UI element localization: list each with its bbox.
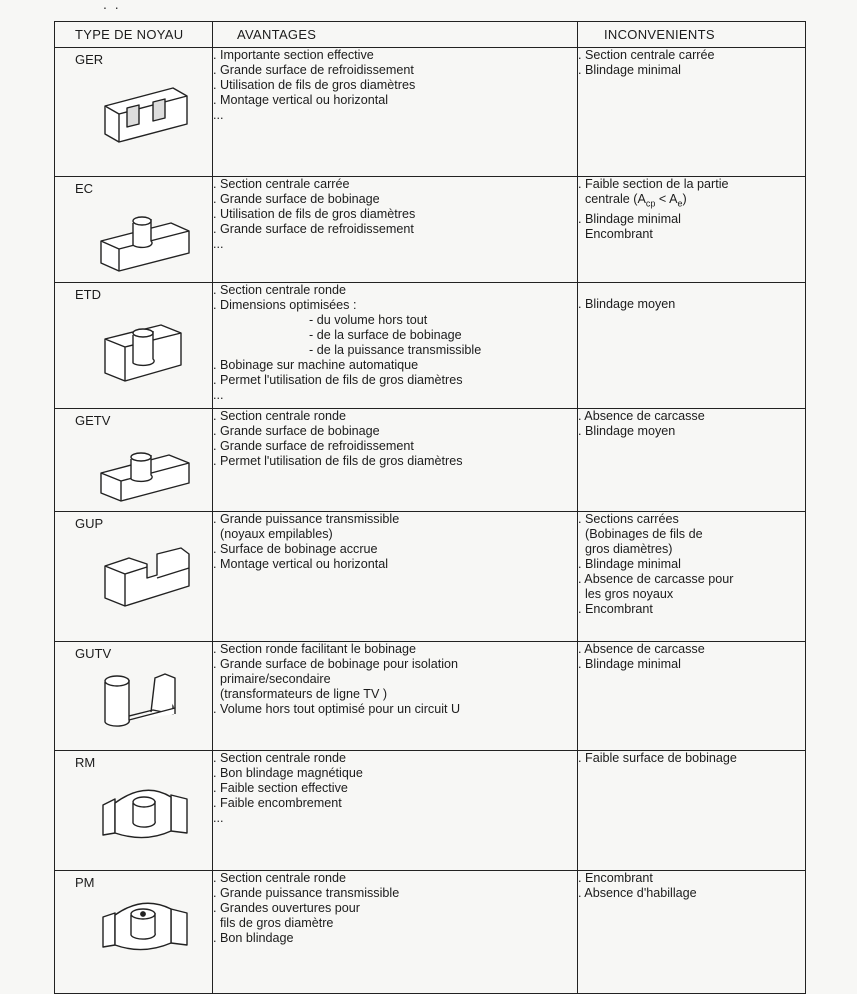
advantage-line: . Grande surface de refroidissement [213, 63, 414, 77]
drawbacks-cell [578, 512, 806, 642]
drawbacks-cell [578, 283, 806, 409]
advantage-line: . Grande surface de refroidissement [213, 222, 414, 236]
table-row [55, 512, 806, 642]
advantage-line: . Grande surface de bobinage pour isolation [213, 657, 459, 671]
drawback-line: . Encombrant [578, 871, 653, 885]
type-cell [55, 283, 213, 409]
header-type: TYPE DE NOYAU [55, 22, 213, 48]
advantage-line: (transformateurs de ligne TV ) [213, 687, 388, 701]
advantage-line: . Faible section effective [213, 781, 348, 795]
advantage-line: . Dimensions optimisées : [213, 298, 357, 312]
advantages-cell [213, 642, 578, 751]
drawbacks-cell [578, 409, 806, 512]
advantage-line: - de la surface de bobinage [309, 328, 462, 342]
advantages-cell [213, 48, 578, 177]
gup-core-icon [95, 544, 195, 619]
drawback-line: . Sections carrées [578, 512, 679, 526]
type-cell [55, 512, 213, 642]
advantages-cell [213, 512, 578, 642]
drawback-line: . Section centrale carrée [578, 48, 715, 62]
advantage-line: primaire/secondaire [213, 672, 331, 686]
advantage-line: . Bon blindage magnétique [213, 766, 363, 780]
advantage-line: (noyaux empilables) [213, 527, 333, 541]
type-cell [55, 871, 213, 994]
gutv-core-icon [95, 662, 195, 737]
advantage-line: . Montage vertical ou horizontal [213, 557, 389, 571]
drawback-line: Encombrant [578, 226, 653, 241]
advantages-cell [213, 751, 578, 871]
drawbacks-cell [578, 871, 806, 994]
core-type-name: GETV [75, 413, 111, 428]
table-row [55, 751, 806, 871]
advantage-line: . Grande puissance transmissible [213, 886, 400, 900]
advantage-line: . Bon blindage [213, 931, 294, 945]
advantage-line: . Section centrale ronde [213, 871, 347, 885]
core-type-name: GUP [75, 516, 104, 531]
advantage-line: . Section centrale ronde [213, 283, 347, 297]
drawback-line: . Absence de carcasse [578, 409, 705, 423]
header-advantages: AVANTAGES [213, 22, 578, 48]
drawback-line: . Absence d'habillage [578, 886, 697, 900]
table-row [55, 48, 806, 177]
advantage-line: - du volume hors tout [309, 313, 428, 327]
advantage-line: . Section centrale ronde [213, 751, 347, 765]
drawback-line: . Absence de carcasse [578, 642, 705, 656]
type-cell [55, 409, 213, 512]
advantage-line: ... [213, 237, 224, 251]
core-comparison-table [54, 21, 806, 994]
advantage-line: fils de gros diamètre [213, 916, 334, 930]
advantage-line: . Bobinage sur machine automatique [213, 358, 419, 372]
drawback-line: . Blindage minimal [578, 211, 681, 226]
table-row [55, 409, 806, 512]
advantages-cell [213, 409, 578, 512]
drawback-line: (Bobinages de fils de [578, 527, 703, 541]
table-row [55, 642, 806, 751]
advantages-cell [213, 283, 578, 409]
drawback-line: . Encombrant [578, 602, 653, 616]
drawback-line: gros diamètres) [578, 542, 673, 556]
advantage-line: . Volume hors tout optimisé pour un circuit U [213, 702, 461, 716]
advantage-line: . Grande surface de bobinage [213, 192, 380, 206]
advantage-line: . Grandes ouvertures pour [213, 901, 361, 915]
drawback-line: . Blindage minimal [578, 63, 681, 77]
advantage-line: . Grande surface de refroidissement [213, 439, 414, 453]
drawback-line: . Absence de carcasse pour [578, 572, 734, 586]
advantage-line: . Section centrale carrée [213, 177, 350, 191]
drawback-line: . Blindage moyen [578, 297, 676, 311]
drawback-line: . Faible section de la partie [578, 177, 729, 191]
advantage-line: ... [213, 388, 224, 402]
advantages-cell [213, 177, 578, 283]
etd-core-icon [95, 315, 195, 390]
advantage-line: ... [213, 811, 224, 825]
core-type-name: RM [75, 755, 96, 770]
type-cell [55, 177, 213, 283]
advantage-line: . Grande puissance transmissible [213, 512, 400, 526]
advantage-line: . Utilisation de fils de gros diamètres [213, 207, 416, 221]
drawback-line: . Blindage minimal [578, 657, 681, 671]
getv-core-icon [95, 431, 195, 506]
advantages-cell [213, 871, 578, 994]
rm-core-icon [95, 773, 195, 848]
advantage-line: . Importante section effective [213, 48, 374, 62]
type-cell [55, 642, 213, 751]
drawbacks-cell [578, 48, 806, 177]
drawback-line: . Faible surface de bobinage [578, 751, 737, 765]
core-type-name: GUTV [75, 646, 112, 661]
table-row [55, 177, 806, 283]
drawback-line: . Blindage minimal [578, 557, 681, 571]
pm-core-icon [95, 889, 195, 964]
advantage-line: . Grande surface de bobinage [213, 424, 380, 438]
drawbacks-cell [578, 751, 806, 871]
header-drawbacks: INCONVENIENTS [578, 22, 806, 48]
ec-core-icon [95, 201, 195, 276]
advantage-line: . Faible encombrement [213, 796, 342, 810]
drawbacks-cell [578, 177, 806, 283]
ger-core-icon [95, 74, 195, 149]
core-type-name: EC [75, 181, 94, 196]
type-cell [55, 751, 213, 871]
drawback-line: les gros noyaux [578, 587, 674, 601]
table-row [55, 871, 806, 994]
advantage-line: . Utilisation de fils de gros diamètres [213, 78, 416, 92]
advantage-line: - de la puissance transmissible [309, 343, 482, 357]
table-header-row [55, 22, 806, 48]
advantage-line: ... [213, 108, 224, 122]
advantage-line: . Permet l'utilisation de fils de gros diamètres [213, 454, 463, 468]
advantage-line: . Section ronde facilitant le bobinage [213, 642, 417, 656]
core-type-name: PM [75, 875, 95, 890]
core-type-name: ETD [75, 287, 101, 302]
advantage-line: . Montage vertical ou horizontal [213, 93, 389, 107]
top-marks: . . [103, 0, 121, 12]
advantage-line: . Section centrale ronde [213, 409, 347, 423]
core-type-name: GER [75, 52, 104, 67]
drawback-line: centrale $(A_{cp} < A_e)$ [578, 192, 687, 209]
table-row [55, 283, 806, 409]
drawback-line: . Blindage moyen [578, 424, 676, 438]
drawbacks-cell [578, 642, 806, 751]
type-cell [55, 48, 213, 177]
advantage-line: . Surface de bobinage accrue [213, 542, 378, 556]
advantage-line: . Permet l'utilisation de fils de gros diamètres [213, 373, 463, 387]
